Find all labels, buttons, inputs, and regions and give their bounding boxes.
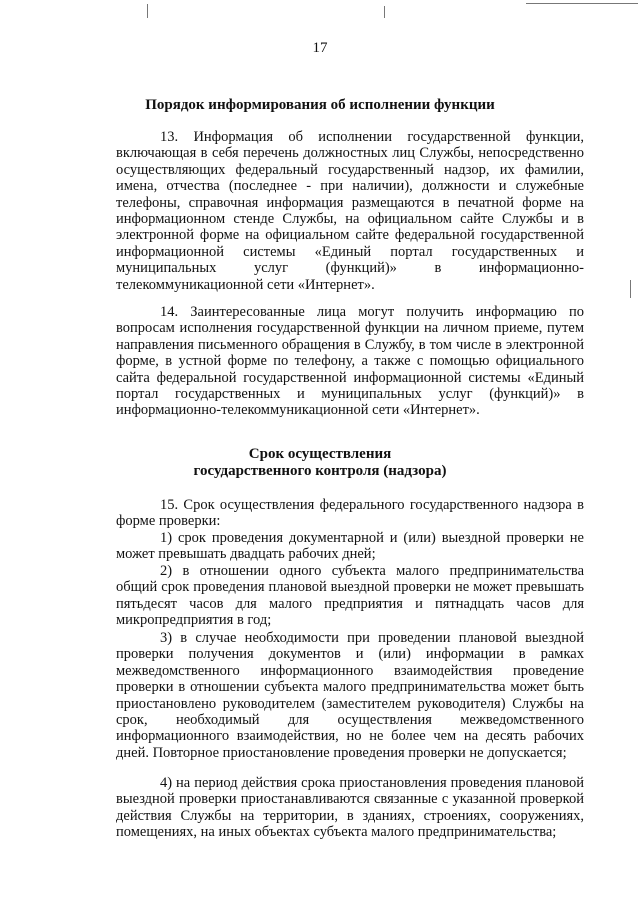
list-item-1: 1) срок проведения документарной и (или) выездной проверки не может превышать двадцать рабочих дней; (116, 530, 584, 563)
scan-mark-right (630, 280, 631, 298)
section-heading-term-line1: Срок осуществления (248, 446, 392, 462)
paragraph-13: 13. Информация об исполнении государственной функции, включающая в себя перечень должностных лиц Службы, непосредственно осуществляющих федеральный государственный надзор, их фамилии, имена, отчества (последнее - при наличии), должности и служебные телефоны, справочная информация размещаются в печатной форме на информационном стенде Службы, на официальном сайте Службы и в электронной форме на официальном сайте федеральной государственной информационной системы «Единый портал государственных и муниципальных услуг (функций)» в информационно-телекоммуникационной сети «Интернет». (116, 129, 584, 293)
paragraph-15: 15. Срок осуществления федерального государственного надзора в форме проверки: (116, 497, 584, 530)
page-number: 17 (312, 40, 328, 56)
scan-mark-top-left (147, 4, 148, 18)
paragraph-14: 14. Заинтересованные лица могут получить информацию по вопросам исполнения государственной функции на личном приеме, путем направления письменного обращения в Службу, в том числе в электронной форме, в устной форме по телефону, а также с помощью официального сайта федеральной государственной информационной системы «Единый портал государственных и муниципальных услуг (функций)» в информационно-телекоммуникационной сети «Интернет». (116, 304, 584, 419)
scan-line-top-right (526, 3, 638, 4)
section-heading-informing: Порядок информирования об исполнении функции (145, 97, 495, 113)
list-item-2: 2) в отношении одного субъекта малого предпринимательства общий срок проведения плановой выездной проверки не может превышать пятьдесят часов для малого предприятия и пятнадцать часов для микропредприятия в год; (116, 563, 584, 629)
list-item-4: 4) на период действия срока приостановления проведения плановой выездной проверки приостанавливаются связанные с указанной проверкой действия Службы на территории, в зданиях, строениях, сооружениях, помещениях, на иных объектах субъекта малого предпринимательства; (116, 775, 584, 841)
list-item-3: 3) в случае необходимости при проведении плановой выездной проверки получения документов и (или) информации в рамках межведомственного информационного взаимодействия проведение проверки в отношении субъекта малого предпринимательства может быть приостановлено руководителем (заместителем руководителя) Службы на срок, необходимый для осуществления межведомственного информационного взаимодействия, но не более чем на десять рабочих дней. Повторное приостановление проведения проверки не допускается; (116, 630, 584, 761)
scan-mark-top-center (384, 6, 385, 18)
section-heading-term-line2: государственного контроля (надзора) (193, 463, 447, 479)
